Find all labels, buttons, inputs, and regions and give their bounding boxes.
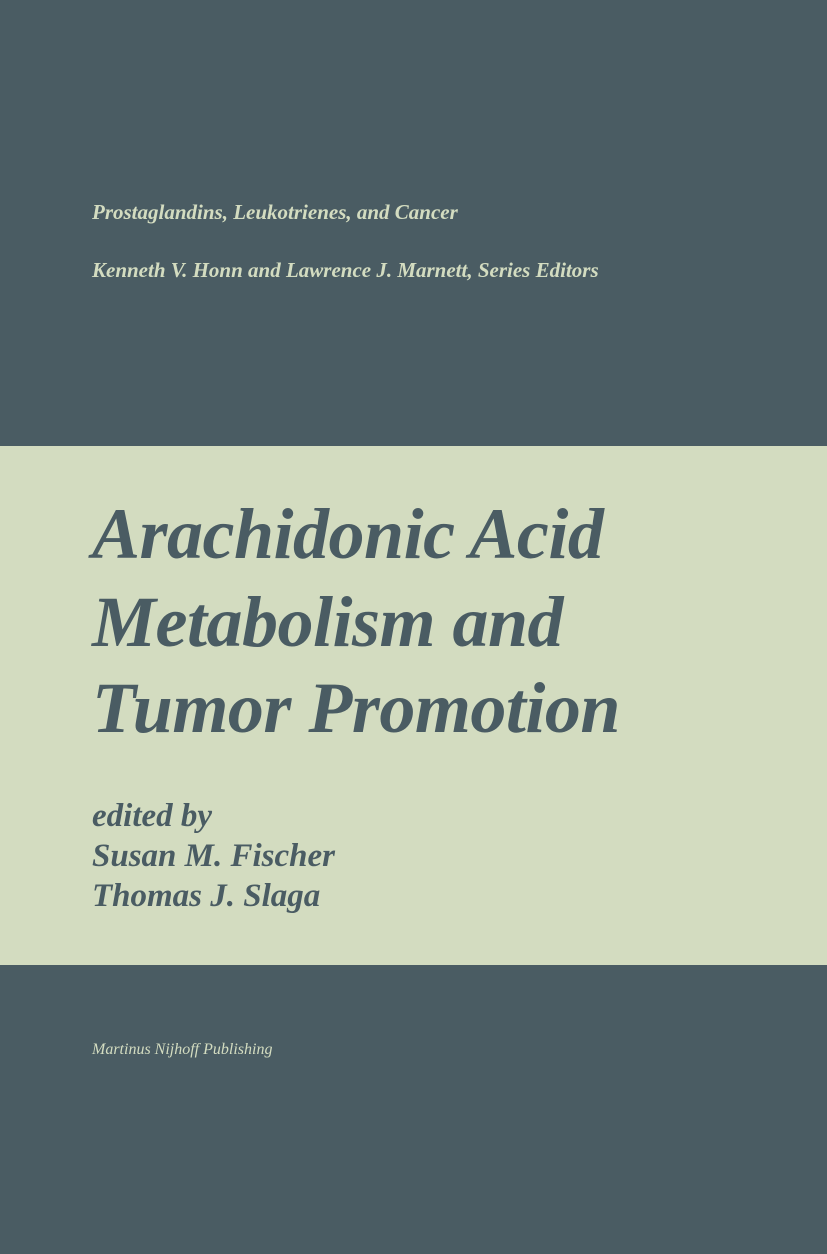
publisher-name: Martinus Nijhoff Publishing xyxy=(92,1041,273,1058)
series-title: Prostaglandins, Leukotrienes, and Cancer xyxy=(92,200,458,224)
series-band xyxy=(0,0,827,446)
series-editors: Kenneth V. Honn and Lawrence J. Marnett, Series Editors xyxy=(92,258,599,282)
publisher-band xyxy=(0,965,827,1254)
title-band xyxy=(0,446,827,965)
book-title-line-3: Tumor Promotion xyxy=(92,668,620,748)
book-title-line-2: Metabolism and xyxy=(92,582,564,662)
editor-name-1: Susan M. Fischer xyxy=(92,838,336,874)
book-title-line-1: Arachidonic Acid xyxy=(92,494,604,574)
editor-name-2: Thomas J. Slaga xyxy=(92,878,321,914)
edited-by-label: edited by xyxy=(92,798,213,834)
